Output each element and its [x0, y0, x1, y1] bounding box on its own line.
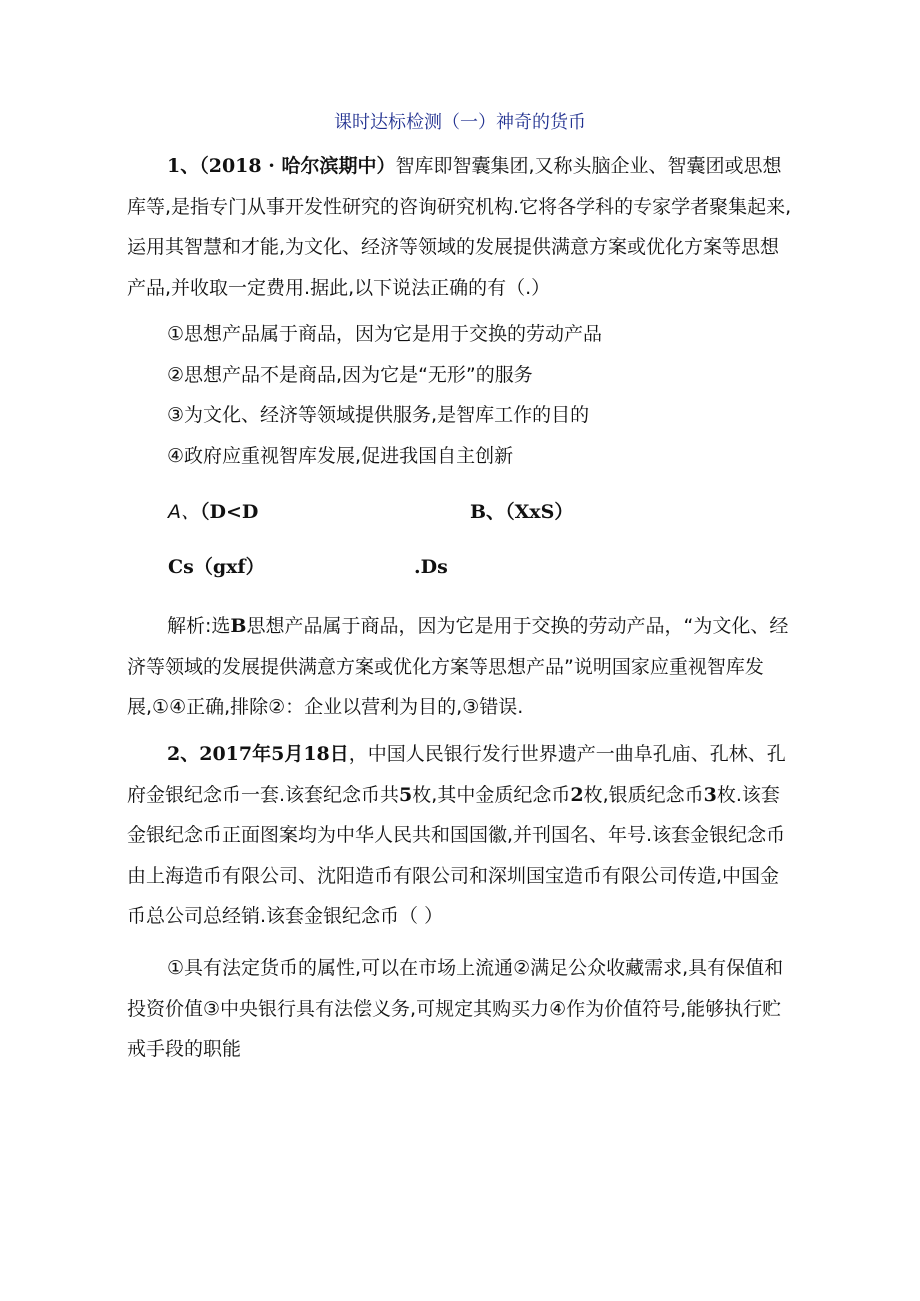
question-1-number: 1、	[167, 155, 200, 177]
analysis-body: 思想产品属于商品，因为它是用于交换的劳动产品，“为文化、经济等领域的发展提供满意方案或优化方案等思想产品”说明国家应重视智库发展,①④正确,排除②：企业以营利为目的,③错误.	[127, 615, 789, 718]
question-1	[127, 146, 797, 308]
choice-a	[168, 497, 258, 527]
analysis	[127, 606, 797, 728]
question-2-count-total: 5	[399, 783, 413, 806]
question-1-source: （2018 · 哈尔滨期中）	[199, 155, 396, 177]
question-2-text-part: 枚,银质纪念币	[583, 783, 704, 806]
question-2-text-part: 枚,其中金质纪念币	[412, 783, 571, 806]
question-2-count-gold: 2	[570, 783, 584, 806]
choice-d: .Ds	[414, 556, 448, 578]
choice-a-text: （D<D	[200, 501, 259, 523]
option-3: ③为文化、经济等领域提供服务,是智库工作的目的	[167, 404, 590, 426]
question-2-options-text: ①具有法定货币的属性,可以在市场上流通②满足公众收藏需求,具有保值和投资价值③中央银行具有法偿义务,可规定其购买力④作为价值符号,能够执行贮戒手段的职能	[127, 957, 784, 1060]
question-2-stem	[127, 734, 797, 937]
question-1-stem	[127, 146, 797, 308]
question-1-options	[127, 314, 797, 476]
question-2-text-part: ，中国人民银行发行世界遗产一曲阜孔庙、孔林、孔府金银纪念币一套.该套纪念币共	[127, 743, 786, 806]
choice-b-label: B、	[470, 501, 506, 523]
choice-c: Cs（gxf）	[168, 556, 265, 578]
question-2-number: 2、	[167, 743, 200, 765]
option-2: ②思想产品不是商品,因为它是“无形”的服务	[167, 363, 533, 386]
page-title: 课时达标检测（一）神奇的货币	[334, 112, 586, 133]
analysis-prefix: 解析:选	[167, 615, 231, 637]
question-2-text-part: 枚.该套金银纪念币正面图案均为中华人民共和国国徽,并刊国名、年号.该套金银纪念币由上海造币有限公司、沈阳造币有限公司和深圳国宝造币有限公司传造,中国金币总公司总经销.该套金银纪念币（ ）	[127, 783, 786, 927]
option-4: ④政府应重视智库发展,促进我国自主创新	[167, 444, 514, 467]
question-2-count-silver: 3	[703, 783, 717, 806]
question-2	[127, 734, 797, 937]
question-2-options	[127, 948, 797, 1070]
choice-b	[470, 497, 573, 527]
option-1: ①思想产品属于商品，因为它是用于交换的劳动产品	[167, 323, 603, 345]
choice-b-text: （XxS）	[505, 501, 574, 523]
question-2-date: 2017年5月18日	[199, 743, 349, 765]
choice-a-label: A、	[168, 501, 200, 523]
question-1-text: 智库即智囊集团,又称头脑企业、智囊团或思想库等,是指专门从事开发性研究的咨询研究机构.它将各学科的专家学者聚集起来,运用其智慧和才能,为文化、经济等领域的发展提供满意方案或优化方案等思想产品,并收取一定费用.据此,以下说法正确的有（.）	[127, 155, 792, 299]
analysis-text	[127, 606, 797, 728]
analysis-answer: B	[230, 615, 247, 637]
